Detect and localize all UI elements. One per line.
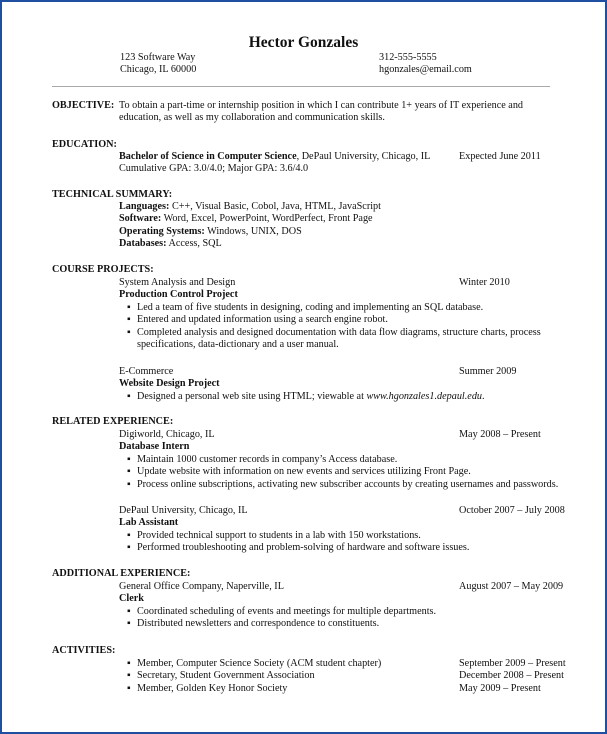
technical-summary-heading: TECHNICAL SUMMARY: — [52, 189, 173, 200]
address-line-1: 123 Software Way — [120, 52, 196, 63]
additional-experience-heading: ADDITIONAL EXPERIENCE: — [52, 568, 191, 579]
activities-block — [119, 658, 579, 695]
databases-label: Databases: — [119, 238, 167, 250]
activity-text: Secretary, Student Government Association — [137, 670, 315, 682]
job-title: Database Intern — [119, 441, 190, 453]
software-label: Software: — [119, 213, 162, 225]
software-value: Word, Excel, PowerPoint, WordPerfect, Front Page — [161, 213, 373, 225]
activity-text: Member, Computer Science Society (ACM student chapter) — [137, 658, 382, 669]
degree-name: Bachelor of Science in Computer Science — [119, 151, 297, 162]
project-website-link: www.hgonzales1.depaul.edu — [366, 390, 483, 402]
job-1 — [119, 429, 579, 491]
education-date: Expected June 2011 — [459, 151, 541, 162]
school-name: , DePaul University, Chicago, IL — [296, 151, 431, 162]
job-date: May 2008 – Present — [459, 429, 541, 440]
technical-summary-block — [119, 201, 579, 251]
education-degree-line — [119, 151, 579, 163]
job-bullet: ▪ Coordinated scheduling of events and meetings for multiple departments. — [119, 606, 579, 618]
job-bullet: ▪ Performed troubleshooting and problem-solving of hardware and software issues. — [119, 542, 579, 554]
course-projects-heading: COURSE PROJECTS: — [52, 264, 154, 275]
address-block — [120, 52, 196, 77]
gpa-line: Cumulative GPA: 3.0/4.0; Major GPA: 3.6/4.0 — [119, 163, 309, 175]
project-2 — [119, 366, 579, 403]
objective-heading: OBJECTIVE: — [52, 100, 115, 111]
candidate-name: Hector Gonzales — [248, 34, 359, 51]
project-bullet: ▪ Entered and updated information using a search engine robot. — [119, 314, 579, 326]
education-block — [119, 151, 579, 176]
job-org: Digiworld, Chicago, IL — [119, 429, 215, 440]
languages-row — [119, 201, 579, 213]
job-org: DePaul University, Chicago, IL — [119, 505, 248, 516]
contact-block — [379, 52, 472, 77]
job-bullet: ▪ Distributed newsletters and correspondence to constituents. — [119, 618, 579, 630]
activity-date: December 2008 – Present — [459, 670, 564, 682]
project-bullet: ▪ Completed analysis and designed documentation with data flow diagrams, structure charts, process specifications, data-dictionary and a user manual. — [119, 327, 567, 352]
databases-row — [119, 238, 579, 250]
job-bullet: ▪ Process online subscriptions, activating new subscriber accounts by creating usernames and passwords. — [119, 479, 579, 491]
job-title: Lab Assistant — [119, 517, 179, 529]
objective-text: To obtain a part-time or internship position in which I can contribute 1+ years of IT experience and education, as well as my collaboration and communication skills. — [119, 100, 524, 124]
project-course: System Analysis and Design — [119, 277, 236, 288]
activity-item — [119, 670, 579, 682]
project-title: Production Control Project — [119, 289, 238, 301]
education-heading: EDUCATION: — [52, 139, 117, 150]
project-title: Website Design Project — [119, 378, 220, 390]
job-org-line — [119, 505, 579, 517]
project-date: Winter 2010 — [459, 277, 510, 288]
project-bullet-end: . — [482, 390, 485, 402]
databases-value: Access, SQL — [166, 238, 222, 250]
job-org-line — [119, 581, 579, 593]
job-bullet: ▪ Provided technical support to students in a lab with 150 workstations. — [119, 530, 579, 542]
activity-date: September 2009 – Present — [459, 658, 566, 669]
project-date: Summer 2009 — [459, 366, 517, 377]
job-title: Clerk — [119, 593, 144, 605]
job-bullet: ▪ Update website with information on new events and services utilizing Front Page. — [119, 466, 579, 478]
activity-date: May 2009 – Present — [459, 682, 541, 694]
os-label: Operating Systems: — [119, 225, 205, 237]
address-line-2: Chicago, IL 60000 — [120, 64, 197, 76]
job-bullet: ▪ Maintain 1000 customer records in company’s Access database. — [119, 454, 579, 466]
project-bullet: ▪ Led a team of five students in designing, coding and implementing an SQL database. — [119, 302, 579, 314]
activity-item — [119, 683, 579, 695]
languages-value: C++, Visual Basic, Cobol, Java, HTML, JavaScript — [169, 201, 381, 212]
job-2 — [119, 505, 579, 555]
os-row — [119, 226, 579, 238]
project-course: E-Commerce — [119, 366, 174, 377]
header-divider — [52, 86, 550, 87]
email-address: hgonzales@email.com — [379, 64, 472, 76]
job-date: August 2007 – May 2009 — [459, 581, 564, 592]
project-bullet — [119, 391, 579, 403]
activities-heading: ACTIVITIES: — [52, 645, 116, 656]
activity-text: Member, Golden Key Honor Society — [137, 682, 288, 694]
job-org-line — [119, 429, 579, 441]
project-1 — [119, 277, 579, 351]
project-bullet-text: Designed a personal web site using HTML; viewable at — [137, 390, 367, 402]
job-date: October 2007 – July 2008 — [459, 505, 565, 516]
software-row — [119, 213, 579, 225]
additional-job — [119, 581, 579, 631]
project-course-line — [119, 277, 579, 289]
project-course-line — [119, 366, 579, 378]
related-experience-heading: RELATED EXPERIENCE: — [52, 416, 174, 427]
os-value: Windows, UNIX, DOS — [204, 225, 302, 237]
activity-item — [119, 658, 579, 670]
phone-number: 312-555-5555 — [379, 52, 437, 63]
languages-label: Languages: — [119, 201, 170, 212]
job-org: General Office Company, Naperville, IL — [119, 581, 284, 592]
